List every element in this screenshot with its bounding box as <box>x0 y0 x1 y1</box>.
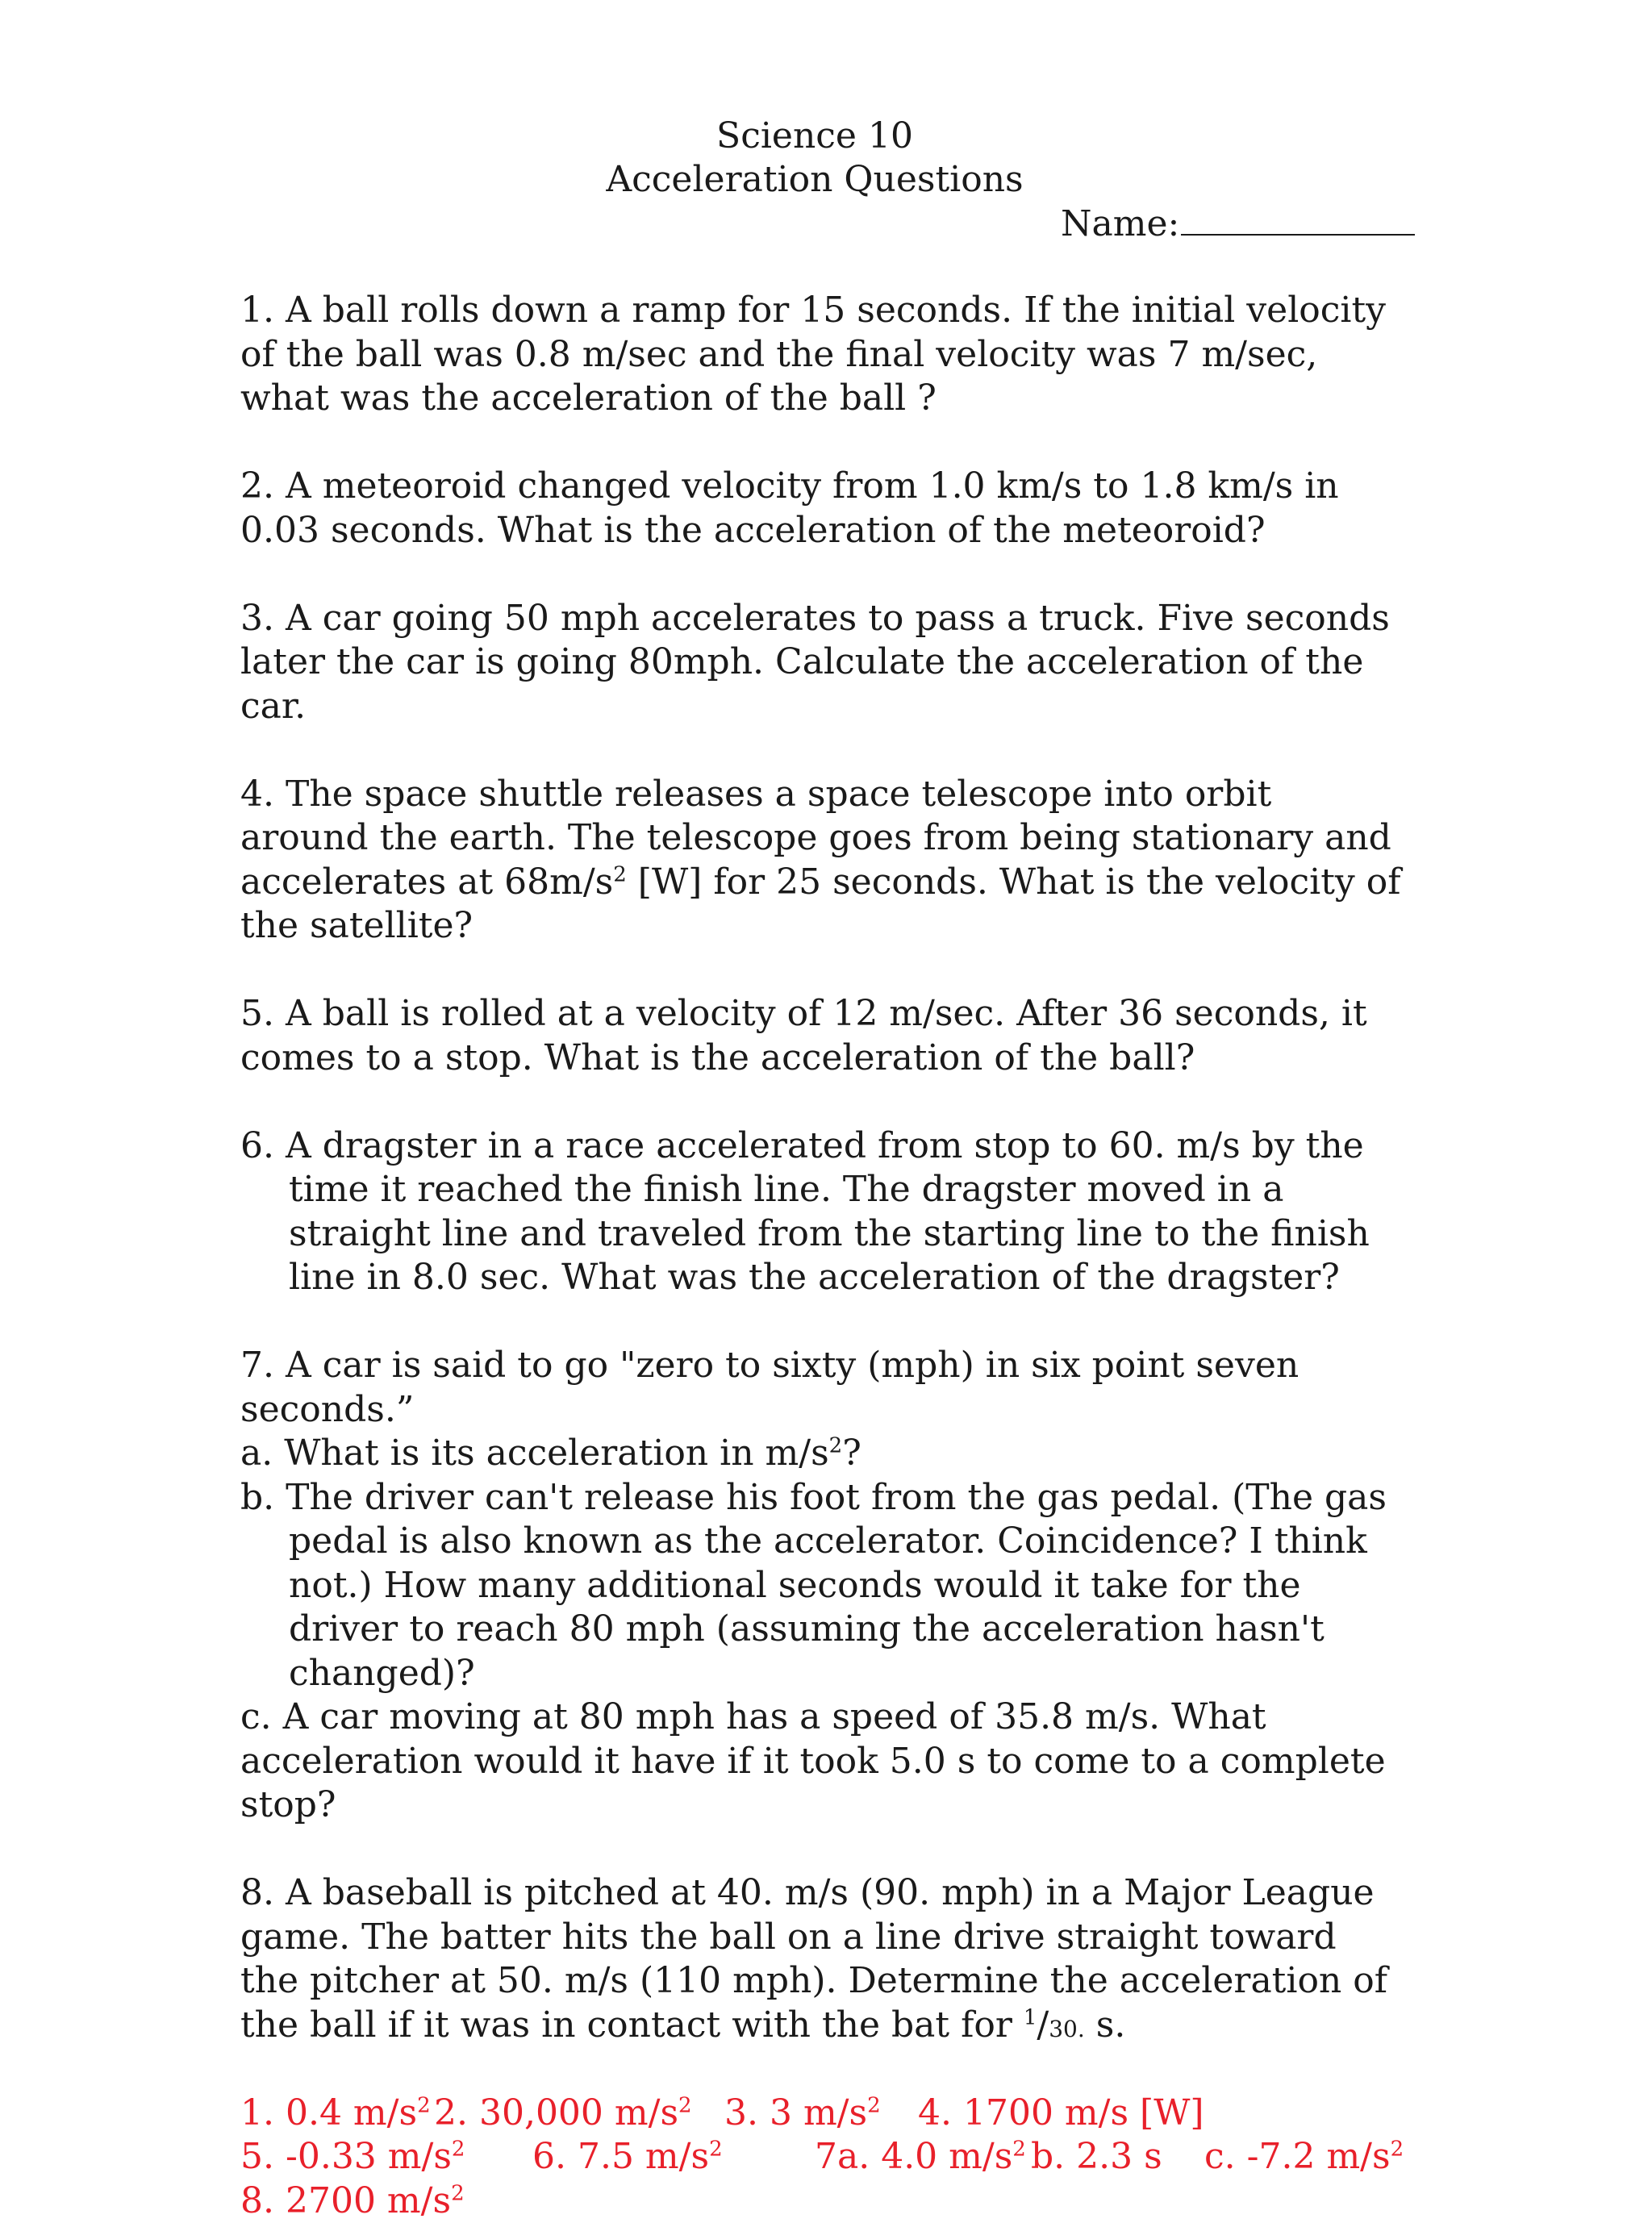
answer-4-text: 4. 1700 m/s [W] <box>918 2092 1204 2133</box>
worksheet-title: Acceleration Questions <box>0 158 1629 202</box>
question-4-text-before: 4. The space shuttle releases a space telescope into orbit around the earth. The telescope goes from being stationary and accelerates at 68m/s <box>240 774 1391 903</box>
question-7a <box>240 1432 1402 1476</box>
answer-8-superscript: 2 <box>451 2181 465 2205</box>
question-8-fraction-slash: / <box>1037 2004 1049 2046</box>
answer-row-1 <box>240 2092 1402 2136</box>
answer-row-3 <box>240 2179 1402 2223</box>
question-8-text <box>240 1871 1402 2047</box>
question-7c: c. A car moving at 80 mph has a speed of 35.8 m/s. What acceleration would it have if it took 5.0 s to come to a complete stop? <box>240 1695 1402 1828</box>
question-2 <box>240 465 1402 553</box>
answer-7b-text: b. 2.3 s <box>1031 2136 1162 2177</box>
question-8-fraction-denominator: 30. <box>1049 2016 1085 2042</box>
answer-key <box>240 2092 1402 2223</box>
question-8 <box>240 1871 1402 2047</box>
question-8-body: 8. A baseball is pitched at 40. m/s (90. mph) in a Major League game. The batter hits the ball on a line drive straight toward the pitcher at 50. m/s (110 mph). Determine the acceleration of the ball if it was in contact with the bat for <box>240 1872 1387 2046</box>
answer-7c-text: c. -7.2 m/s <box>1204 2136 1391 2177</box>
answer-6 <box>532 2135 723 2179</box>
answer-6-text: 6. 7.5 m/s <box>532 2136 709 2177</box>
answer-8-text: 8. 2700 m/s <box>240 2180 451 2221</box>
question-7a-text-after: ? <box>842 1433 861 1474</box>
question-5-text: 5. A ball is rolled at a velocity of 12 m/sec. After 36 seconds, it comes to a stop. What is the acceleration of the ball? <box>240 992 1402 1080</box>
answer-3-superscript: 2 <box>867 2093 881 2117</box>
answer-2-superscript: 2 <box>678 2093 692 2117</box>
question-7-intro: 7. A car is said to go "zero to sixty (mph) in six point seven seconds.” <box>240 1344 1402 1432</box>
question-2-text: 2. A meteoroid changed velocity from 1.0 km/s to 1.8 km/s in 0.03 seconds. What is the acceleration of the meteoroid? <box>240 465 1402 553</box>
question-4-text <box>240 773 1402 949</box>
answer-5-superscript: 2 <box>452 2137 465 2161</box>
answer-3-text: 3. 3 m/s <box>724 2092 867 2133</box>
answer-7a-superscript: 2 <box>1012 2137 1026 2161</box>
question-1 <box>240 289 1402 421</box>
question-3 <box>240 597 1402 729</box>
answer-4 <box>918 2092 1204 2136</box>
answer-row-2 <box>240 2135 1402 2179</box>
answer-3 <box>724 2092 881 2136</box>
question-4-text-after: [W] for 25 seconds. What is the velocity of the satellite? <box>240 861 1401 947</box>
question-8-unit: s. <box>1085 2004 1126 2046</box>
name-label: Name: <box>1061 203 1179 244</box>
name-blank-line <box>1181 202 1415 236</box>
question-6 <box>240 1124 1402 1300</box>
answer-1-text: 1. 0.4 m/s <box>240 2092 417 2133</box>
answer-7a <box>815 2135 1026 2179</box>
question-4 <box>240 773 1402 949</box>
question-list <box>240 289 1402 2223</box>
question-4-superscript: 2 <box>613 862 627 886</box>
answer-8 <box>240 2179 465 2223</box>
answer-7c <box>1204 2135 1404 2179</box>
question-7a-text-before: a. What is its acceleration in m/s <box>240 1433 829 1474</box>
name-field <box>1061 202 1415 246</box>
question-8-fraction-numerator: 1 <box>1024 2005 1037 2029</box>
question-6-text: 6. A dragster in a race accelerated from stop to 60. m/s by the time it reached the finish line. The dragster moved in a straight line and traveled from the starting line to the finish line in 8.0 sec. What was the acceleration of the dragster? <box>240 1124 1402 1300</box>
question-7b: b. The driver can't release his foot from the gas pedal. (The gas pedal is also known as the accelerator. Coincidence? I think not.) How many additional seconds would it take for the driver to reach 80 mph (assuming the acceleration hasn't changed)? <box>240 1476 1402 1696</box>
answer-2-text: 2. 30,000 m/s <box>434 2092 678 2133</box>
answer-7c-superscript: 2 <box>1391 2137 1404 2161</box>
question-5 <box>240 992 1402 1080</box>
answer-2 <box>434 2092 692 2136</box>
question-7a-superscript: 2 <box>829 1433 843 1458</box>
question-3-text: 3. A car going 50 mph accelerates to pass a truck. Five seconds later the car is going 80mph. Calculate the acceleration of the car. <box>240 597 1402 729</box>
answer-7a-text: 7a. 4.0 m/s <box>815 2136 1012 2177</box>
question-1-text: 1. A ball rolls down a ramp for 15 seconds. If the initial velocity of the ball was 0.8 m/sec and the final velocity was 7 m/sec, what was the acceleration of the ball ? <box>240 289 1402 421</box>
answer-5-text: 5. -0.33 m/s <box>240 2136 452 2177</box>
answer-1 <box>240 2092 431 2136</box>
answer-1-superscript: 2 <box>417 2093 431 2117</box>
course-title: Science 10 <box>0 115 1629 158</box>
answer-7b <box>1031 2135 1162 2179</box>
question-7 <box>240 1344 1402 1828</box>
answer-6-superscript: 2 <box>709 2137 723 2161</box>
answer-5 <box>240 2135 465 2179</box>
